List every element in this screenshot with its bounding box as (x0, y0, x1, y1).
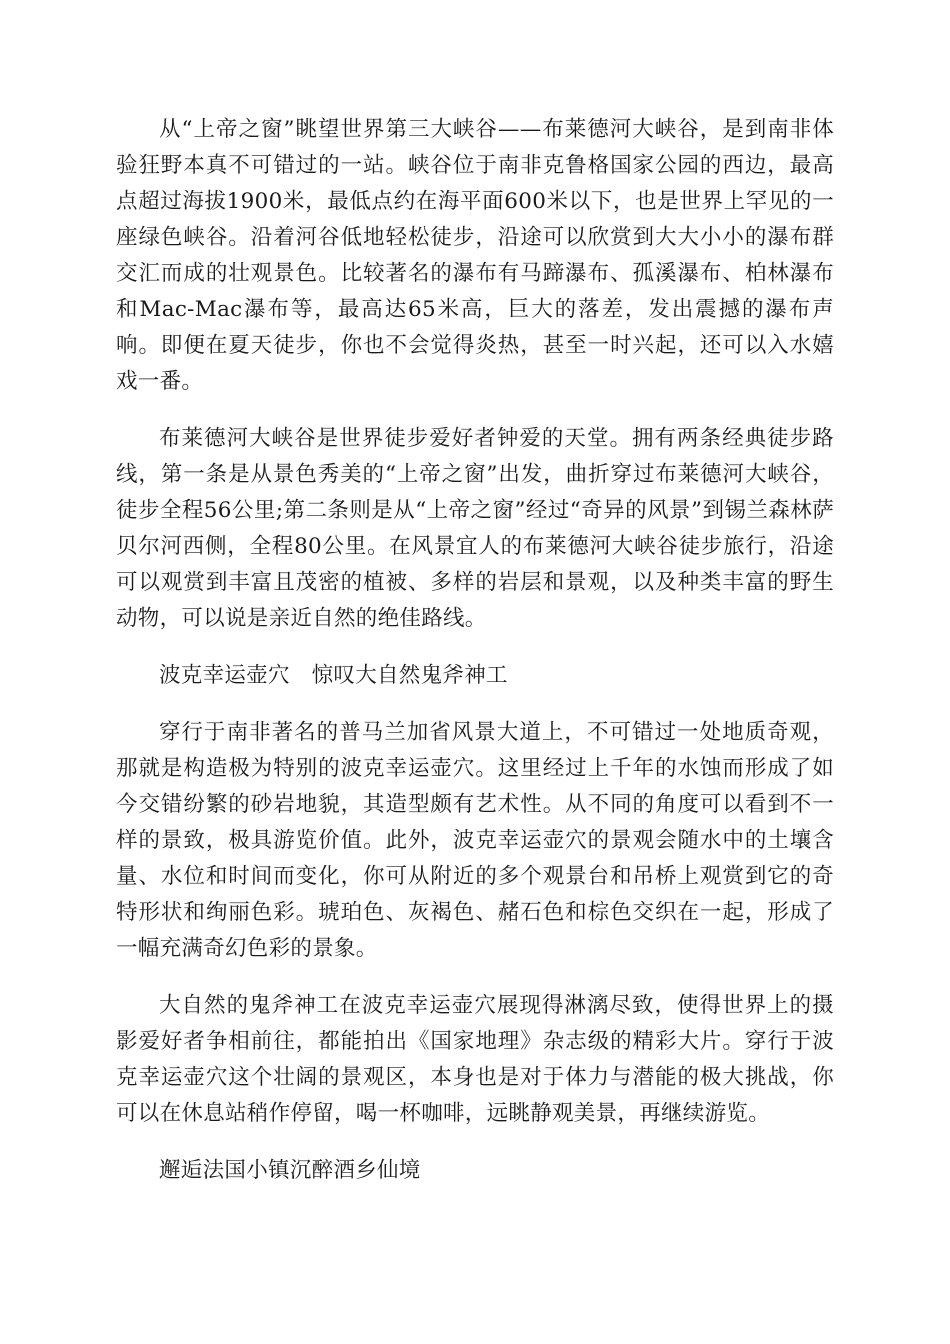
section-heading-potholes: 波克幸运壶穴 惊叹大自然鬼斧神工 (159, 663, 508, 688)
paragraph-hiking-routes: 布莱德河大峡谷是世界徒步爱好者钟爱的天堂。拥有两条经典徒步路线，第一条是从景色秀美的“上帝之窗”出发，曲折穿过布莱德河大峡谷，徒步全程56公里;第二条则是从“上帝之窗”经过“奇异的风景”到锡兰森林萨贝尔河西侧，全程80公里。在风景宜人的布莱德河大峡谷徒步旅行，沿途可以观赏到丰富且茂密的植被、多样的岩层和景观，以及种类丰富的野生动物，可以说是亲近自然的绝佳路线。 (116, 426, 834, 631)
paragraph-blyde-river-canyon-intro: 从“上帝之窗”眺望世界第三大峡谷——布莱德河大峡谷，是到南非体验狂野本真不可错过的一站。峡谷位于南非克鲁格国家公园的西边，最高点超过海拔1900米，最低点约在海平面600米以下，也是世界上罕见的一座绿色峡谷。沿着河谷低地轻松徒步，沿途可以欣赏到大大小小的瀑布群交汇而成的壮观景色。比较著名的瀑布有马蹄瀑布、孤溪瀑布、柏林瀑布和Mac-Mac瀑布等，最高达65米高，巨大的落差，发出震撼的瀑布声响。即便在夏天徒步，你也不会觉得炎热，甚至一时兴起，还可以入水嬉戏一番。 (116, 117, 834, 394)
document-page (116, 112, 834, 1210)
section-heading-french-town: 邂逅法国小镇沉醉酒乡仙境 (159, 1158, 421, 1183)
paragraph-potholes-description: 穿行于南非著名的普马兰加省风景大道上，不可错过一处地质奇观，那就是构造极为特别的波克幸运壶穴。这里经过上千年的水蚀而形成了如今交错纷繁的砂岩地貌，其造型颇有艺术性。从不同的角度可以看到不一样的景致，极具游览价值。此外，波克幸运壶穴的景观会随水中的土壤含量、水位和时间而变化，你可从附近的多个观景台和吊桥上观赏到它的奇特形状和绚丽色彩。琥珀色、灰褐色、赭石色和棕色交织在一起，形成了一幅充满奇幻色彩的景象。 (116, 720, 834, 961)
paragraph-potholes-photography: 大自然的鬼斧神工在波克幸运壶穴展现得淋漓尽致，使得世界上的摄影爱好者争相前往，都能拍出《国家地理》杂志级的精彩大片。穿行于波克幸运壶穴这个壮阔的景观区，本身也是对于体力与潜能的极大挑战，你可以在休息站稍作停留，喝一杯咖啡，远眺静观美景，再继续游览。 (116, 993, 834, 1126)
